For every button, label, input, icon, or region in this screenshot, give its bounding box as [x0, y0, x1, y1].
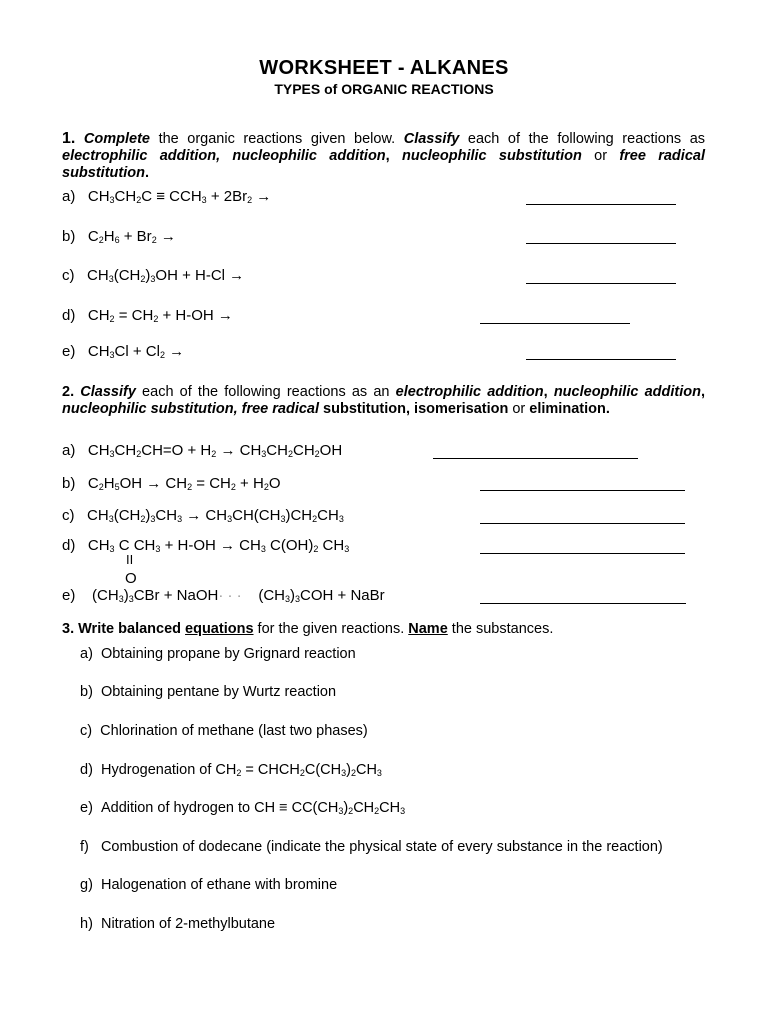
page-subtitle: TYPES of ORGANIC REACTIONS [274, 81, 494, 97]
q1-item-b: b) $C_2H_6 + Br_2$ → [62, 228, 176, 245]
q3-item-d: d) Hydrogenation of $CH_2$ = $CHCH_2C(CH_3)_2CH_3$ [80, 762, 382, 778]
q2-d-oxygen: O [125, 570, 137, 587]
q2-number: 2. [62, 384, 75, 400]
q1-item-d: d) $CH_2 = CH_2 + H-OH$ → [62, 307, 233, 324]
q1-item-a: a) $CH_3CH_2C \equiv CCH_3 + 2Br_2$ → [62, 188, 272, 205]
q3-item-h: h) Nitration of 2-methylbutane [80, 916, 276, 932]
q2-item-c: c) $CH_3(CH_2)_3CH_3 \to CH_3CH(CH_3)CH_2CH_3$ [62, 507, 344, 524]
page-title: WORKSHEET - ALKANES [259, 57, 509, 79]
q3-item-b: b) Obtaining pentane by Wurtz reaction [80, 684, 337, 700]
smudged-arrow: · · · [218, 587, 242, 604]
q2-item-d: d) $CH_3$ C $CH_3 + H-OH \to CH_3$ $C(OH)_2$ $CH_3$ [62, 537, 350, 554]
q2-answer-line-e[interactable] [480, 603, 686, 604]
q3-item-e: e) Addition of hydrogen to CH ≡ $CC(CH_3)_2CH_2CH_3$ [80, 800, 406, 816]
q3-instructions: 3. Write balanced equations for the given reactions. Name the substances. [62, 621, 554, 637]
q3-item-a: a) Obtaining propane by Grignard reaction [80, 646, 356, 662]
q1-instructions: 1. Complete the organic reactions given below. Classify each of the following reactions as electrophilic addition, nucleophilic addition, nucleophilic substitution or free radical substitution. [62, 130, 706, 181]
q2-instructions: 2. Classify each of the following reactions as an electrophilic addition, nucleophilic addition, nucleophilic substitution, free radical substitution, isomerisation or elimination. [62, 384, 706, 417]
q1-item-c: c) $CH_3(CH_2)_3OH + H-Cl$ → [62, 267, 245, 284]
q3-item-g: g) Halogenation of ethane with bromine [80, 877, 338, 893]
q1-item-e: e) $CH_3Cl + Cl_2$ → [62, 343, 185, 360]
q1-answer-line-a[interactable] [526, 204, 676, 205]
q1-answer-line-b[interactable] [526, 243, 676, 244]
q1-answer-line-e[interactable] [526, 359, 676, 360]
q2-answer-line-d[interactable] [480, 553, 685, 554]
q2-answer-line-c[interactable] [480, 523, 685, 524]
q1-answer-line-c[interactable] [526, 283, 676, 284]
q2-item-e: e) $(CH_3)_3CBr$ + NaOH· · · $(CH_3)_3COH$ + NaBr [62, 587, 385, 604]
q1-number: 1. [62, 130, 76, 147]
q2-d-double-bond: II [126, 552, 134, 567]
q3-item-c: c) Chlorination of methane (last two phases) [80, 723, 368, 739]
q2-answer-line-b[interactable] [480, 490, 685, 491]
q2-answer-line-a[interactable] [433, 458, 638, 459]
q1-answer-line-d[interactable] [480, 323, 630, 324]
q2-item-a: a) $CH_3CH_2CH=O + H_2 \to CH_3CH_2CH_2OH$ [62, 442, 343, 459]
q3-item-f: f) Combustion of dodecane (indicate the physical state of every substance in the reaction) [80, 839, 663, 855]
q2-item-b: b) $C_2H_5OH \to CH_2 = CH_2 + H_2O$ [62, 475, 281, 492]
